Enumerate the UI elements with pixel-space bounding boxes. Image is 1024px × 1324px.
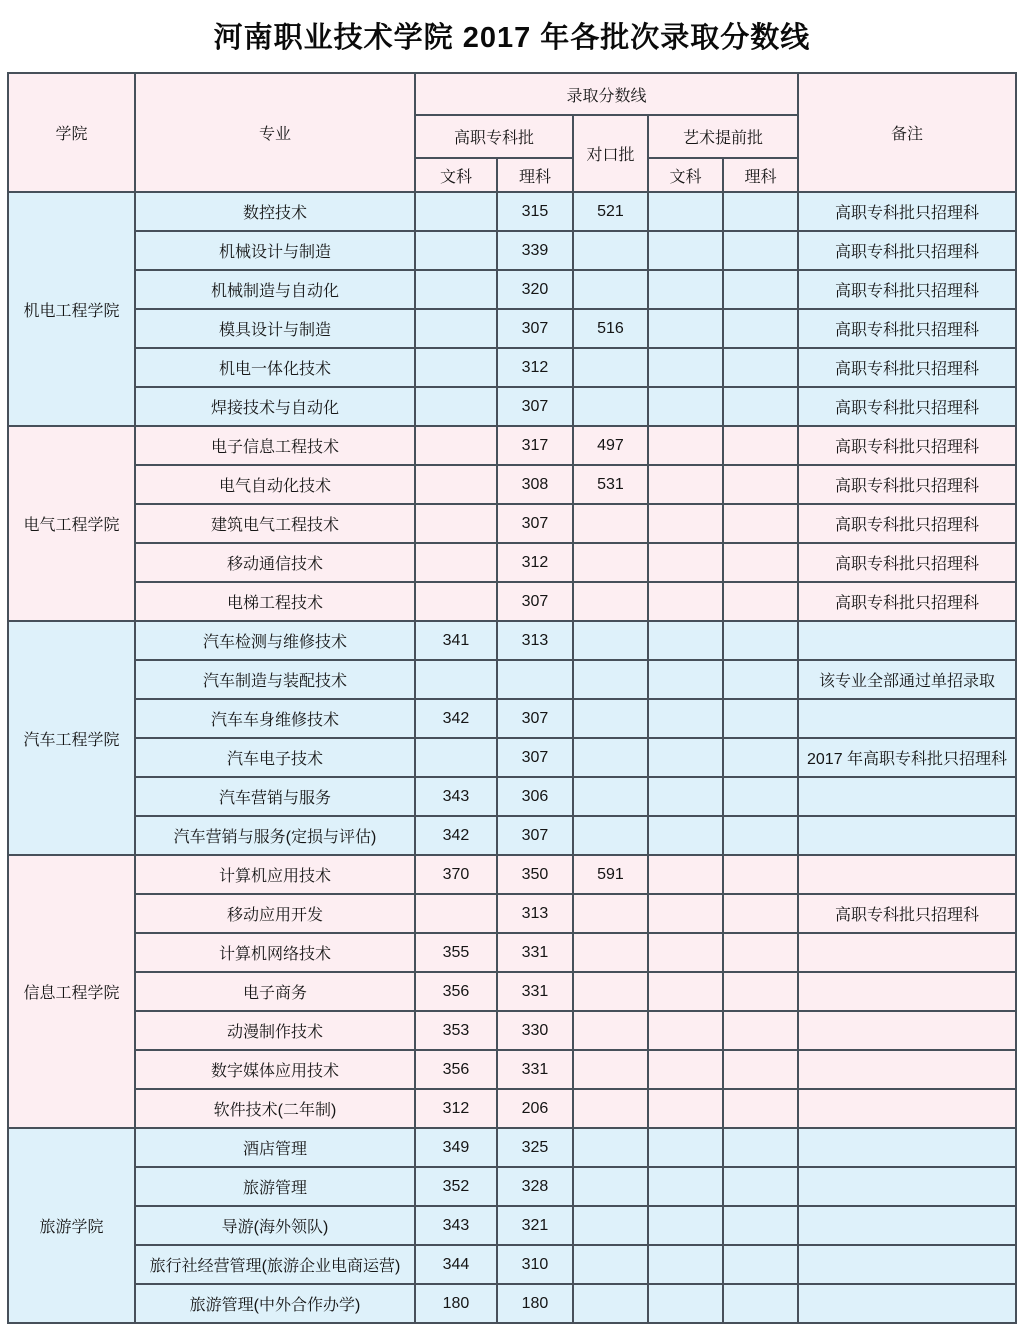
yishu-like-cell <box>723 1128 798 1167</box>
college-cell: 信息工程学院 <box>8 855 135 1128</box>
table-row <box>8 543 1016 582</box>
header-score-group: 录取分数线 <box>415 73 798 115</box>
table-row <box>8 855 1016 894</box>
table-row <box>8 699 1016 738</box>
remark-cell: 高职专科批只招理科 <box>798 894 1016 933</box>
table-row <box>8 621 1016 660</box>
gaozhi-wenke-cell <box>415 309 497 348</box>
gaozhi-wenke-cell: 370 <box>415 855 497 894</box>
yishu-like-cell <box>723 504 798 543</box>
yishu-wenke-cell <box>648 231 723 270</box>
major-cell: 焊接技术与自动化 <box>135 387 415 426</box>
gaozhi-wenke-cell: 312 <box>415 1089 497 1128</box>
header-college: 学院 <box>8 73 135 192</box>
duikou-cell <box>573 738 648 777</box>
gaozhi-like-cell: 307 <box>497 582 573 621</box>
table-row <box>8 231 1016 270</box>
gaozhi-like-cell <box>497 660 573 699</box>
table-row <box>8 1167 1016 1206</box>
duikou-cell <box>573 1167 648 1206</box>
table-row <box>8 972 1016 1011</box>
major-cell: 旅游管理(中外合作办学) <box>135 1284 415 1323</box>
table-row <box>8 1089 1016 1128</box>
remark-cell <box>798 1089 1016 1128</box>
header-like-1: 理科 <box>497 158 573 192</box>
major-cell: 旅行社经营管理(旅游企业电商运营) <box>135 1245 415 1284</box>
duikou-cell <box>573 933 648 972</box>
yishu-like-cell <box>723 1089 798 1128</box>
yishu-like-cell <box>723 1167 798 1206</box>
duikou-cell <box>573 1128 648 1167</box>
table-row <box>8 816 1016 855</box>
duikou-cell <box>573 816 648 855</box>
gaozhi-wenke-cell <box>415 426 497 465</box>
duikou-cell: 521 <box>573 192 648 231</box>
remark-cell: 高职专科批只招理科 <box>798 426 1016 465</box>
gaozhi-wenke-cell: 349 <box>415 1128 497 1167</box>
major-cell: 汽车营销与服务(定损与评估) <box>135 816 415 855</box>
gaozhi-wenke-cell: 352 <box>415 1167 497 1206</box>
table-row <box>8 738 1016 777</box>
header-duikou-pi: 对口批 <box>573 115 648 192</box>
yishu-wenke-cell <box>648 465 723 504</box>
table-row <box>8 270 1016 309</box>
table-row <box>8 1011 1016 1050</box>
yishu-like-cell <box>723 192 798 231</box>
major-cell: 数控技术 <box>135 192 415 231</box>
yishu-like-cell <box>723 699 798 738</box>
remark-cell <box>798 855 1016 894</box>
major-cell: 酒店管理 <box>135 1128 415 1167</box>
gaozhi-like-cell: 331 <box>497 1050 573 1089</box>
duikou-cell <box>573 699 648 738</box>
header-yishu-tiqian-pi: 艺术提前批 <box>648 115 798 158</box>
duikou-cell <box>573 231 648 270</box>
yishu-like-cell <box>723 621 798 660</box>
duikou-cell <box>573 1206 648 1245</box>
gaozhi-wenke-cell: 343 <box>415 777 497 816</box>
major-cell: 机电一体化技术 <box>135 348 415 387</box>
remark-cell: 高职专科批只招理科 <box>798 348 1016 387</box>
yishu-wenke-cell <box>648 894 723 933</box>
yishu-like-cell <box>723 972 798 1011</box>
college-cell: 电气工程学院 <box>8 426 135 621</box>
duikou-cell <box>573 504 648 543</box>
yishu-like-cell <box>723 231 798 270</box>
table-row <box>8 1284 1016 1323</box>
duikou-cell <box>573 1011 648 1050</box>
yishu-like-cell <box>723 894 798 933</box>
yishu-like-cell <box>723 309 798 348</box>
table-row <box>8 1128 1016 1167</box>
gaozhi-like-cell: 331 <box>497 972 573 1011</box>
duikou-cell <box>573 660 648 699</box>
yishu-wenke-cell <box>648 348 723 387</box>
header-remark: 备注 <box>798 73 1016 192</box>
yishu-wenke-cell <box>648 1206 723 1245</box>
table-row <box>8 426 1016 465</box>
duikou-cell <box>573 582 648 621</box>
yishu-wenke-cell <box>648 699 723 738</box>
header-wenke-2: 文科 <box>648 158 723 192</box>
remark-cell <box>798 1245 1016 1284</box>
table-row <box>8 387 1016 426</box>
yishu-wenke-cell <box>648 1245 723 1284</box>
major-cell: 机械制造与自动化 <box>135 270 415 309</box>
yishu-like-cell <box>723 660 798 699</box>
gaozhi-like-cell: 312 <box>497 348 573 387</box>
remark-cell <box>798 933 1016 972</box>
remark-cell <box>798 972 1016 1011</box>
remark-cell <box>798 1167 1016 1206</box>
table-row <box>8 192 1016 231</box>
duikou-cell <box>573 1089 648 1128</box>
remark-cell: 2017 年高职专科批只招理科 <box>798 738 1016 777</box>
gaozhi-wenke-cell <box>415 192 497 231</box>
gaozhi-wenke-cell <box>415 270 497 309</box>
yishu-like-cell <box>723 465 798 504</box>
gaozhi-wenke-cell <box>415 465 497 504</box>
gaozhi-like-cell: 321 <box>497 1206 573 1245</box>
gaozhi-like-cell: 313 <box>497 621 573 660</box>
yishu-wenke-cell <box>648 933 723 972</box>
major-cell: 数字媒体应用技术 <box>135 1050 415 1089</box>
gaozhi-like-cell: 320 <box>497 270 573 309</box>
gaozhi-like-cell: 307 <box>497 504 573 543</box>
gaozhi-wenke-cell: 342 <box>415 816 497 855</box>
major-cell: 汽车营销与服务 <box>135 777 415 816</box>
table-row <box>8 504 1016 543</box>
gaozhi-like-cell: 306 <box>497 777 573 816</box>
yishu-wenke-cell <box>648 582 723 621</box>
major-cell: 动漫制作技术 <box>135 1011 415 1050</box>
remark-cell: 高职专科批只招理科 <box>798 309 1016 348</box>
remark-cell: 该专业全部通过单招录取 <box>798 660 1016 699</box>
page-title: 河南职业技术学院 2017 年各批次录取分数线 <box>213 22 811 54</box>
header-major: 专业 <box>135 73 415 192</box>
gaozhi-wenke-cell <box>415 582 497 621</box>
table-row <box>8 582 1016 621</box>
remark-cell: 高职专科批只招理科 <box>798 465 1016 504</box>
gaozhi-wenke-cell: 341 <box>415 621 497 660</box>
major-cell: 旅游管理 <box>135 1167 415 1206</box>
gaozhi-wenke-cell <box>415 894 497 933</box>
yishu-wenke-cell <box>648 543 723 582</box>
major-cell: 计算机网络技术 <box>135 933 415 972</box>
major-cell: 电子信息工程技术 <box>135 426 415 465</box>
remark-cell <box>798 1206 1016 1245</box>
major-cell: 电子商务 <box>135 972 415 1011</box>
remark-cell: 高职专科批只招理科 <box>798 543 1016 582</box>
duikou-cell <box>573 894 648 933</box>
duikou-cell <box>573 348 648 387</box>
table-row <box>8 465 1016 504</box>
duikou-cell <box>573 621 648 660</box>
yishu-like-cell <box>723 933 798 972</box>
duikou-cell: 516 <box>573 309 648 348</box>
gaozhi-like-cell: 310 <box>497 1245 573 1284</box>
college-cell: 机电工程学院 <box>8 192 135 426</box>
gaozhi-like-cell: 307 <box>497 699 573 738</box>
remark-cell <box>798 1011 1016 1050</box>
yishu-like-cell <box>723 543 798 582</box>
duikou-cell <box>573 270 648 309</box>
yishu-wenke-cell <box>648 192 723 231</box>
duikou-cell <box>573 543 648 582</box>
gaozhi-like-cell: 315 <box>497 192 573 231</box>
yishu-wenke-cell <box>648 1050 723 1089</box>
gaozhi-like-cell: 339 <box>497 231 573 270</box>
major-cell: 移动应用开发 <box>135 894 415 933</box>
table-row <box>8 1245 1016 1284</box>
major-cell: 建筑电气工程技术 <box>135 504 415 543</box>
table-row <box>8 1206 1016 1245</box>
remark-cell: 高职专科批只招理科 <box>798 192 1016 231</box>
yishu-like-cell <box>723 1245 798 1284</box>
yishu-wenke-cell <box>648 387 723 426</box>
yishu-wenke-cell <box>648 1167 723 1206</box>
gaozhi-like-cell: 307 <box>497 387 573 426</box>
gaozhi-like-cell: 307 <box>497 309 573 348</box>
major-cell: 模具设计与制造 <box>135 309 415 348</box>
gaozhi-wenke-cell: 180 <box>415 1284 497 1323</box>
college-cell: 汽车工程学院 <box>8 621 135 855</box>
table-row <box>8 777 1016 816</box>
remark-cell <box>798 699 1016 738</box>
yishu-like-cell <box>723 1284 798 1323</box>
admission-score-table <box>7 72 1017 1324</box>
yishu-like-cell <box>723 738 798 777</box>
duikou-cell <box>573 1050 648 1089</box>
remark-cell: 高职专科批只招理科 <box>798 270 1016 309</box>
table-row <box>8 348 1016 387</box>
remark-cell <box>798 621 1016 660</box>
gaozhi-wenke-cell: 343 <box>415 1206 497 1245</box>
yishu-like-cell <box>723 270 798 309</box>
gaozhi-like-cell: 180 <box>497 1284 573 1323</box>
remark-cell <box>798 1284 1016 1323</box>
yishu-wenke-cell <box>648 621 723 660</box>
yishu-wenke-cell <box>648 504 723 543</box>
gaozhi-like-cell: 206 <box>497 1089 573 1128</box>
gaozhi-like-cell: 313 <box>497 894 573 933</box>
gaozhi-wenke-cell: 342 <box>415 699 497 738</box>
major-cell: 电梯工程技术 <box>135 582 415 621</box>
gaozhi-like-cell: 325 <box>497 1128 573 1167</box>
duikou-cell <box>573 387 648 426</box>
gaozhi-wenke-cell: 344 <box>415 1245 497 1284</box>
gaozhi-wenke-cell: 353 <box>415 1011 497 1050</box>
table-row <box>8 309 1016 348</box>
remark-cell: 高职专科批只招理科 <box>798 231 1016 270</box>
yishu-wenke-cell <box>648 426 723 465</box>
header-gaozhi-zhuanke-pi: 高职专科批 <box>415 115 573 158</box>
table-body <box>8 192 1016 1323</box>
yishu-wenke-cell <box>648 1011 723 1050</box>
yishu-wenke-cell <box>648 1284 723 1323</box>
yishu-wenke-cell <box>648 855 723 894</box>
table-header <box>8 73 1016 192</box>
yishu-like-cell <box>723 1206 798 1245</box>
major-cell: 机械设计与制造 <box>135 231 415 270</box>
gaozhi-wenke-cell <box>415 543 497 582</box>
yishu-like-cell <box>723 1011 798 1050</box>
yishu-like-cell <box>723 582 798 621</box>
yishu-like-cell <box>723 348 798 387</box>
remark-cell: 高职专科批只招理科 <box>798 504 1016 543</box>
duikou-cell <box>573 1284 648 1323</box>
college-cell: 旅游学院 <box>8 1128 135 1323</box>
gaozhi-wenke-cell <box>415 348 497 387</box>
yishu-wenke-cell <box>648 1128 723 1167</box>
yishu-wenke-cell <box>648 1089 723 1128</box>
remark-cell <box>798 777 1016 816</box>
gaozhi-wenke-cell <box>415 387 497 426</box>
gaozhi-wenke-cell <box>415 504 497 543</box>
yishu-wenke-cell <box>648 777 723 816</box>
yishu-wenke-cell <box>648 660 723 699</box>
gaozhi-like-cell: 328 <box>497 1167 573 1206</box>
major-cell: 计算机应用技术 <box>135 855 415 894</box>
gaozhi-wenke-cell: 355 <box>415 933 497 972</box>
duikou-cell: 531 <box>573 465 648 504</box>
gaozhi-like-cell: 331 <box>497 933 573 972</box>
major-cell: 汽车车身维修技术 <box>135 699 415 738</box>
header-like-2: 理科 <box>723 158 798 192</box>
gaozhi-wenke-cell: 356 <box>415 972 497 1011</box>
duikou-cell <box>573 972 648 1011</box>
gaozhi-wenke-cell <box>415 231 497 270</box>
yishu-like-cell <box>723 816 798 855</box>
duikou-cell: 591 <box>573 855 648 894</box>
header-wenke-1: 文科 <box>415 158 497 192</box>
duikou-cell: 497 <box>573 426 648 465</box>
gaozhi-wenke-cell: 356 <box>415 1050 497 1089</box>
duikou-cell <box>573 777 648 816</box>
major-cell: 软件技术(二年制) <box>135 1089 415 1128</box>
table-row <box>8 1050 1016 1089</box>
major-cell: 汽车检测与维修技术 <box>135 621 415 660</box>
yishu-like-cell <box>723 387 798 426</box>
remark-cell <box>798 1128 1016 1167</box>
remark-cell <box>798 816 1016 855</box>
remark-cell <box>798 1050 1016 1089</box>
yishu-like-cell <box>723 855 798 894</box>
yishu-like-cell <box>723 1050 798 1089</box>
yishu-wenke-cell <box>648 309 723 348</box>
major-cell: 移动通信技术 <box>135 543 415 582</box>
gaozhi-like-cell: 308 <box>497 465 573 504</box>
major-cell: 电气自动化技术 <box>135 465 415 504</box>
gaozhi-like-cell: 330 <box>497 1011 573 1050</box>
major-cell: 导游(海外领队) <box>135 1206 415 1245</box>
duikou-cell <box>573 1245 648 1284</box>
table-row <box>8 894 1016 933</box>
gaozhi-wenke-cell <box>415 738 497 777</box>
remark-cell: 高职专科批只招理科 <box>798 582 1016 621</box>
major-cell: 汽车制造与装配技术 <box>135 660 415 699</box>
yishu-wenke-cell <box>648 816 723 855</box>
gaozhi-like-cell: 350 <box>497 855 573 894</box>
major-cell: 汽车电子技术 <box>135 738 415 777</box>
header-row-1 <box>8 73 1016 115</box>
yishu-like-cell <box>723 777 798 816</box>
yishu-like-cell <box>723 426 798 465</box>
remark-cell: 高职专科批只招理科 <box>798 387 1016 426</box>
yishu-wenke-cell <box>648 738 723 777</box>
yishu-wenke-cell <box>648 270 723 309</box>
gaozhi-like-cell: 307 <box>497 738 573 777</box>
gaozhi-like-cell: 312 <box>497 543 573 582</box>
gaozhi-wenke-cell <box>415 660 497 699</box>
gaozhi-like-cell: 307 <box>497 816 573 855</box>
gaozhi-like-cell: 317 <box>497 426 573 465</box>
table-row <box>8 933 1016 972</box>
yishu-wenke-cell <box>648 972 723 1011</box>
table-row <box>8 660 1016 699</box>
